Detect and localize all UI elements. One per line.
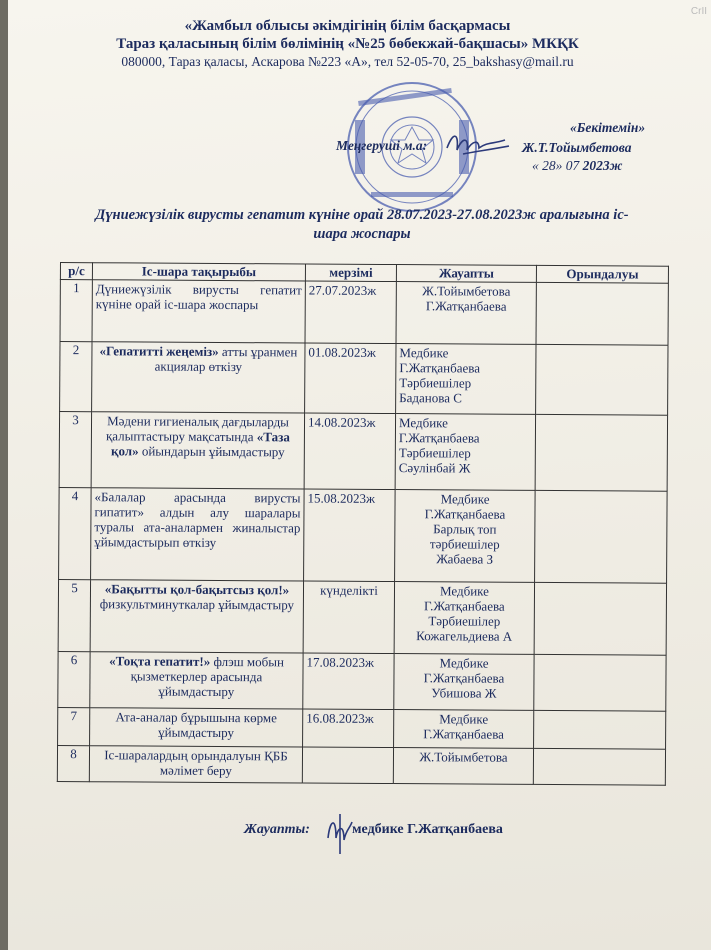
table-row: 3 Мәдени гигиеналық дағдыларды қалыптастыру мақсатында «Таза қол» ойындарын ұйымдастыру 14.08.2023ж Медбике Г.Жатқанбаева Тәрбиешілер Сәулінбай Ж	[59, 412, 667, 492]
director-role: Меңгеруші м.а:	[336, 138, 428, 153]
table-row: 1 Дүниежүзілік вирусты гепатит күніне орай іс-шара жоспары 27.07.2023ж Ж.Тойымбетова Г.Жатқанбаева	[60, 280, 668, 346]
corner-mark: CrII	[690, 6, 707, 17]
responsible-footer	[244, 822, 503, 838]
director-name: Ж.Т.Тойымбетова	[522, 140, 632, 155]
approval-date: « 28» 07 2023ж	[532, 158, 623, 173]
table-row: 8 Іс-шаралардың орындалуын ҚББ мәлімет беру Ж.Тойымбетова	[57, 745, 665, 785]
director-signature-icon	[443, 128, 513, 162]
footer-name: медбике Г.Жатқанбаева	[352, 822, 503, 837]
col-header-responsible: Жауапты	[396, 265, 536, 283]
plan-table	[57, 262, 669, 786]
table-row: 5 «Бақытты қол-бақытсыз қол!» физкультминуткалар ұйымдастыру күнделікті Медбике Г.Жатқанбаева Тәрбиешілер Кожагельдиева А	[58, 579, 666, 655]
org-line-1: «Жамбыл облысы әкімдігінің білім басқармасы	[184, 18, 511, 34]
col-header-date: мерзімі	[305, 264, 396, 282]
table-row: 2 «Гепатитті жеңеміз» атты ұранмен акциялар өткізу 01.08.2023ж Медбике Г.Жатқанбаева Тәрбиешілер Баданова С	[60, 342, 668, 416]
table-row: 6 «Тоқта гепатит!» флэш мобын қызметкерлер арасында ұйымдастыру 17.08.2023ж Медбике Г.Жатқанбаева Убишова Ж	[58, 651, 666, 711]
org-line-2: Тараз қаласының білім бөлімінің «№25 бөбекжай-бақшасы» МКҚК	[116, 36, 579, 52]
table-row: 4 «Балалар арасында вирусты гипатит» алдын алу шаралары туралы ата-аналармен жиналыстар ұйымдастырып өткізу 15.08.2023ж Медбике Г.Жатқанбаева Барлық топ тәрбиешілер Жабаева З	[59, 487, 668, 583]
table-row: 7 Ата-аналар бұрышына көрме ұйымдастыру 16.08.2023ж Медбике Г.Жатқанбаева	[58, 707, 666, 749]
approve-label: «Бекітемін»	[570, 120, 646, 135]
col-header-done: Орындалуы	[536, 265, 668, 283]
org-address: 080000, Тараз қаласы, Аскарова №223 «А», тел 52-05-70, 25_bakshasy@mail.ru	[121, 54, 574, 69]
footer-label: Жауапты:	[244, 822, 310, 837]
document-page	[8, 0, 711, 950]
col-header-num: р/с	[60, 263, 92, 280]
nurse-signature-icon	[322, 808, 358, 858]
plan-title: Дүниежүзілік вирусты гепатит күніне орай 28.07.2023-27.08.2023ж аралығына іс-шара жоспары	[95, 207, 629, 242]
col-header-topic: Іс-шара тақырыбы	[92, 263, 305, 281]
